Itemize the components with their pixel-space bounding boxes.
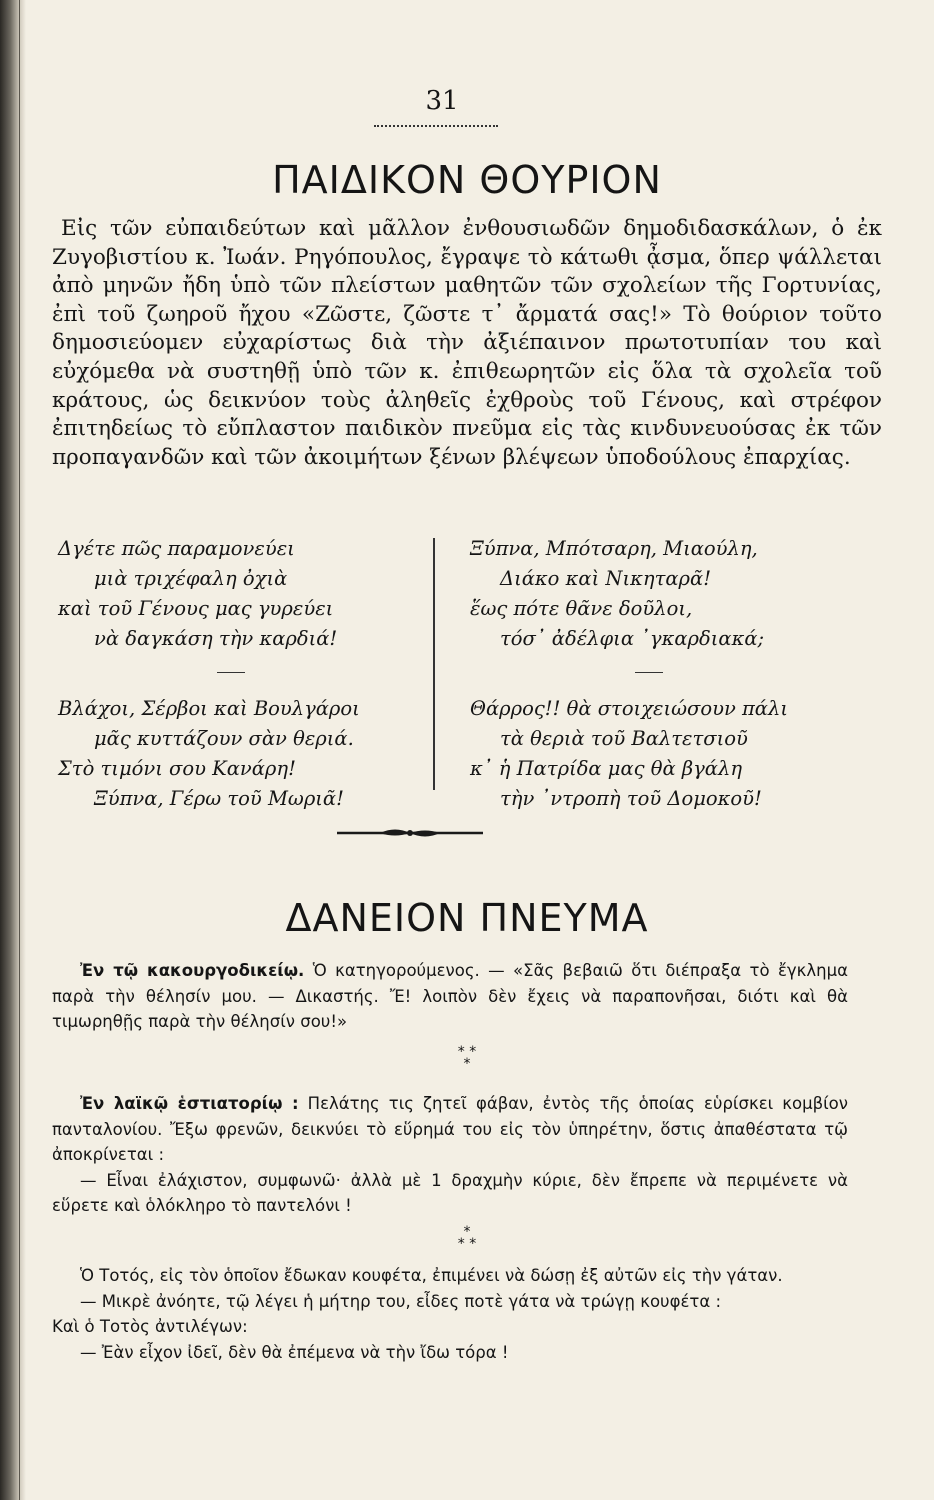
joke-restaurant-text: Πελάτης τις ζητεῖ φάβαν, ἐντὸς τῆς ὁποίας εὑρίσκει κομβίον πανταλονίου. Ἔξω φρενῶν, δεικνύει τὸ εὕρημά του εἰς τὸν ὑπηρέτην, ὅστις ἀπαθέστατα τῷ ἀποκρίνεται : [52, 1094, 848, 1164]
poem-right-column [470, 534, 850, 814]
stars-line: * [463, 1056, 471, 1072]
ornament-divider [335, 826, 485, 840]
joke-restaurant-reply: — Εἶναι ἐλάχιστον, συμφωνῶ· ἀλλὰ μὲ 1 δραχμὴν κύριε, δὲν ἔπρεπε νὰ περιμένετε νὰ εὕρετε καὶ ὁλόκληρο τὸ παντελόνι ! [52, 1170, 848, 1215]
stanza-separator [52, 654, 432, 694]
poem-line: τόσ᾽ ἀδέλφια ᾽γκαρδιακά; [500, 627, 765, 650]
poem-line: καὶ τοῦ Γένους μας γυρεύει [58, 597, 334, 620]
stanza-separator [470, 654, 850, 694]
poem-line: μᾶς κυττάζουν σὰν θεριά. [94, 727, 354, 750]
star-separator [0, 1226, 934, 1250]
joke-court-place: Ἐν τῷ κακουργοδικείῳ. [80, 961, 305, 980]
section-title-daneion: ΔΑΝΕΙΟΝ ΠΝΕΥΜΑ [285, 896, 649, 940]
joke-court [52, 958, 848, 1035]
poem-line: νὰ δαγκάση τὴν καρδιά! [94, 627, 338, 650]
joke-toto-line: — Ἐὰν εἶχον ἰδεῖ, δὲν θὰ ἐπέμενα νὰ τὴν ἴδω τόρα ! [80, 1342, 509, 1362]
stars-line: * * [457, 1044, 477, 1060]
poem-stanza [470, 694, 850, 814]
poem-column-divider [433, 538, 435, 790]
joke-restaurant-paragraph [52, 1091, 848, 1168]
poem-line: Βλάχοι, Σέρβοι καὶ Βουλγάροι [58, 697, 360, 720]
page-number: 31 [425, 86, 459, 116]
poem-line: Ξύπνα, Γέρω τοῦ Μωριᾶ! [94, 787, 344, 810]
poem-left-column [52, 534, 432, 814]
intro-paragraph [52, 215, 882, 472]
poem-line: Διάκο καὶ Νικηταρᾶ! [500, 567, 712, 590]
joke-court-paragraph [52, 958, 848, 1035]
poem-line: ἕως πότε θᾶνε δοῦλοι, [470, 597, 693, 620]
poem-line: Ξύπνα, Μπότσαρη, Μιαούλη, [470, 537, 758, 560]
poem-line: Στὸ τιμόνι σου Κανάρη! [58, 757, 296, 780]
joke-restaurant-place: Ἐν λαϊκῷ ἑστιατορίῳ : [80, 1094, 299, 1113]
poem-line: τὴν ᾽ντροπὴ τοῦ Δομοκοῦ! [500, 787, 762, 810]
star-separator [0, 1046, 934, 1070]
poem-stanza [470, 534, 850, 654]
poem-line: Θάρρος!! θὰ στοιχειώσουν πάλι [470, 697, 788, 720]
poem-line: κ᾽ ἡ Πατρίδα μας θὰ βγάλη [470, 757, 743, 780]
poem-stanza [58, 694, 432, 814]
joke-toto-line: — Μικρὲ ἀνόητε, τῷ λέγει ἡ μήτηρ του, εἶδες ποτὲ γάτα νὰ τρώγῃ κουφέτα : [80, 1291, 722, 1311]
joke-restaurant [52, 1091, 848, 1219]
joke-toto-line: Καὶ ὁ Τοτὸς ἀντιλέγων: [52, 1317, 248, 1336]
poem-line: μιὰ τριχέφαλη ὀχιὰ [94, 567, 288, 590]
joke-court-text: Ὁ κατηγορούμενος. — «Σᾶς βεβαιῶ ὅτι διέπραξα τὸ ἔγκλημα παρὰ τὴν θέλησίν μου. — Δικαστής. Ἔ! λοιπὸν δὲν ἔχεις νὰ παραπονῆσαι, διότι καὶ θὰ τιμωρηθῇς παρὰ τὴν θέλησίν σου!» [52, 961, 848, 1031]
header-rule [374, 125, 498, 127]
intro-text: Εἰς τῶν εὐπαιδεύτων καὶ μᾶλλον ἐνθουσιωδῶν δημοδιδασκάλων, ὁ ἐκ Ζυγοβιστίου κ. Ἰωάν. Ρηγόπουλος, ἔγραψε τὸ κάτωθι ᾆσμα, ὅπερ ψάλλεται ἀπὸ μηνῶν ἤδη ὑπὸ τῶν πλείστων μαθητῶν τῶν σχολείων τῆς Γορτυνίας, ἐπὶ τοῦ ζωηροῦ ἤχου «Ζῶστε, ζῶστε τ᾽ ἄρματά σας!» Τὸ θούριον τοῦτο δημοσιεύομεν εὐχαρίστως διὰ τὴν ἀξιέπαινον πρωτοτυπίαν του καὶ εὐχόμεθα νὰ συστηθῇ ὑπὸ τῶν κ. ἐπιθεωρητῶν εἰς ὅλα τὰ σχολεῖα τοῦ κράτους, ὡς δεικνύον τοὺς ἀληθεῖς ἐχθροὺς τοῦ Γένους, καὶ στρέφον ἐπιτηδείως τὸ εὔπλαστον παιδικὸν πνεῦμα εἰς τὰς κινδυνευούσας ἐκ τῶν προπαγανδῶν καὶ τῶν ἀκοιμήτων ξένων βλέψεων ὑποδούλους ἐπαρχίας. [52, 216, 882, 470]
binding-line [19, 0, 20, 1500]
poem-line: Δγέτε πῶς παραμονεύει [58, 537, 295, 560]
joke-toto [52, 1263, 848, 1365]
poem-line: τὰ θεριὰ τοῦ Βαλτετσιοῦ [500, 727, 748, 750]
section-title-thourion: ΠΑΙΔΙΚΟΝ ΘΟΥΡΙΟΝ [272, 158, 662, 202]
joke-toto-line: Ὁ Τοτός, εἰς τὸν ὁποῖον ἔδωκαν κουφέτα, ἐπιμένει νὰ δώσῃ ἐξ αὐτῶν εἰς τὴν γάταν. [80, 1266, 783, 1285]
poem-stanza [58, 534, 432, 654]
stars-line: * [463, 1224, 471, 1240]
stars-line: * * [457, 1236, 477, 1252]
binding-shadow [0, 0, 26, 1500]
